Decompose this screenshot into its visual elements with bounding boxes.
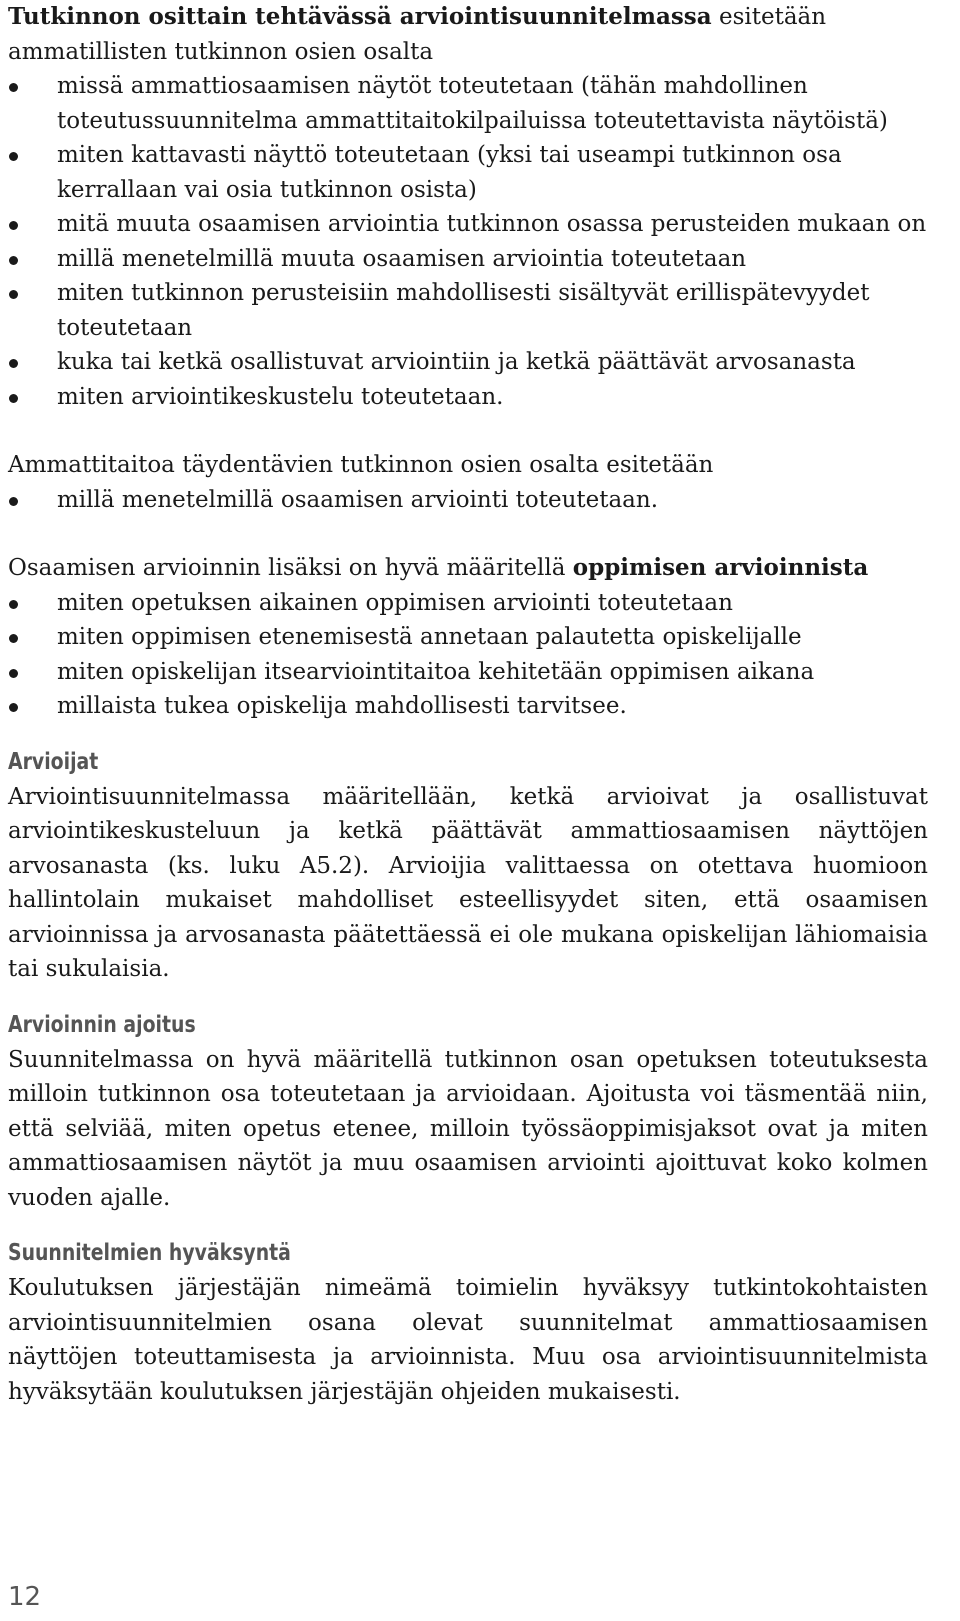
heading-ajoitus: Arvioinnin ajoitus [8, 1011, 196, 1038]
section-3-lead [8, 551, 928, 586]
section-1-lead-bold: Tutkinnon osittain tehtävässä arviointisuunnitelmassa [8, 3, 712, 30]
heading-ajoitus-wrap [8, 1007, 928, 1043]
list-item: kuka tai ketkä osallistuvat arviointiin ja ketkä päättävät arvosanasta [8, 345, 928, 380]
list-item: miten kattavasti näyttö toteutetaan (yksi tai useampi tutkinnon osa kerrallaan vai osia tutkinnon osista) [8, 138, 928, 207]
section-2-lead: Ammattitaitoa täydentävien tutkinnon osien osalta esitetään [8, 452, 714, 478]
page-number: 12 [8, 1582, 42, 1612]
heading-arvioijat: Arvioijat [8, 748, 99, 775]
section-1-lead [8, 0, 928, 69]
section-2-list [8, 483, 928, 518]
arvioijat-paragraph: Arviointisuunnitelmassa määritellään, ketkä arvioivat ja osallistuvat arviointikeskusteluun ja ketkä päättävät ammattiosaamisen näyttöjen arvosanasta (ks. luku A5.2). Arvioijia valittaessa on otettava huomioon hallintolain mukaiset mahdolliset esteellisyydet siten, että osaamisen arvioinnissa ja arvosanasta päätettäessä ei ole mukana opiskelijan lähiomaisia tai sukulaisia. [8, 783, 928, 982]
list-item: millaista tukea opiskelija mahdollisesti tarvitsee. [8, 689, 928, 724]
list-item: millä menetelmillä muuta osaamisen arviointia toteutetaan [8, 242, 928, 277]
list-item: miten opiskelijan itsearviointitaitoa kehitetään oppimisen aikana [8, 655, 928, 690]
heading-hyvaksynta-wrap [8, 1235, 928, 1271]
list-item: mitä muuta osaamisen arviointia tutkinnon osassa perusteiden mukaan on [8, 207, 928, 242]
list-item: miten oppimisen etenemisestä annetaan palautetta opiskelijalle [8, 620, 928, 655]
section-1-lead-text: esitetään ammatillisten tutkinnon osien osalta [8, 4, 827, 65]
document-page [8, 0, 928, 1409]
section-3-lead-bold: oppimisen arvioinnista [572, 554, 869, 581]
list-item: miten arviointikeskustelu toteutetaan. [8, 380, 928, 415]
list-item: miten opetuksen aikainen oppimisen arviointi toteutetaan [8, 586, 928, 621]
section-1-list [8, 69, 928, 414]
list-item: miten tutkinnon perusteisiin mahdollisesti sisältyvät erillispätevyydet toteutetaan [8, 276, 928, 345]
list-item: millä menetelmillä osaamisen arviointi toteutetaan. [8, 483, 928, 518]
list-item: missä ammattiosaamisen näytöt toteutetaan (tähän mahdollinen toteutussuunnitelma ammattitaitokilpailuissa toteutettavista näytöistä) [8, 69, 928, 138]
section-3-lead-text: Osaamisen arvioinnin lisäksi on hyvä määritellä [8, 555, 573, 581]
heading-arvioijat-wrap [8, 744, 928, 780]
section-3-list [8, 586, 928, 724]
hyvaksynta-paragraph: Koulutuksen järjestäjän nimeämä toimielin hyväksyy tutkintokohtaisten arviointisuunnitelmien osana olevat suunnitelmat ammattiosaamisen näyttöjen toteuttamisesta ja arvioinnista. Muu osa arviointisuunnitelmista hyväksytään koulutuksen järjestäjän ohjeiden mukaisesti. [8, 1275, 928, 1405]
heading-hyvaksynta: Suunnitelmien hyväksyntä [8, 1240, 291, 1266]
ajoitus-paragraph: Suunnitelmassa on hyvä määritellä tutkinnon osan opetuksen toteutuksesta milloin tutkinnon osa toteutetaan ja arvioidaan. Ajoitusta voi täsmentää niin, että selviää, miten opetus etenee, milloin työssäoppimisjaksot ovat ja miten ammattiosaamisen näytöt ja muu osaamisen arviointi ajoittuvat koko kolmen vuoden ajalle. [8, 1046, 928, 1211]
